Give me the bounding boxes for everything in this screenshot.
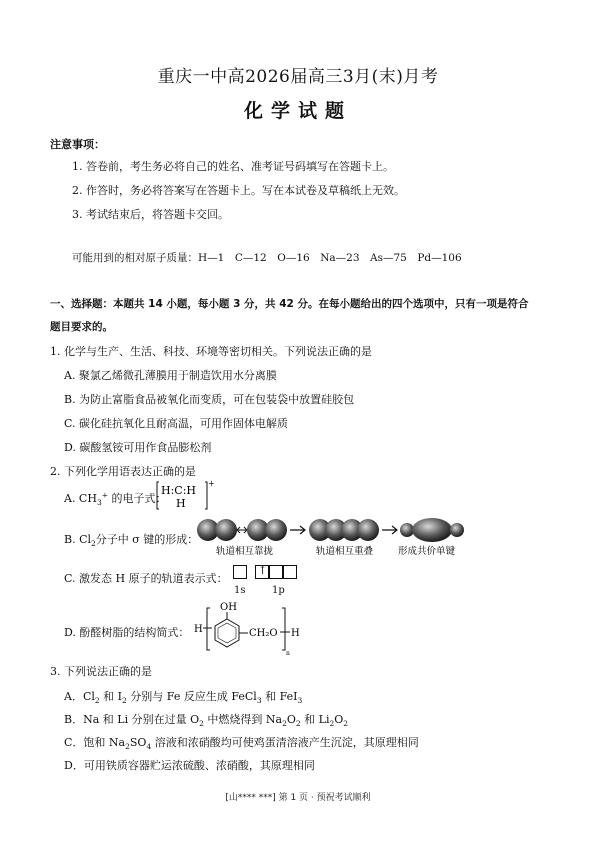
h-end-left: H: [194, 624, 203, 635]
orbital-label-1s: 1s: [234, 585, 246, 596]
q2-option-a: A. $CH_3^+$ 的电子式：: [64, 490, 167, 508]
orbitals-overlap-stage: [309, 519, 379, 541]
q3-stem: 3. 下列说法正确的是: [50, 665, 152, 678]
atomic-masses: 可能用到的相对原子质量：H—1 C—12 O—16 Na—23 As—75 Pd—106: [72, 252, 462, 264]
section1-line1: 一、选择题：本题共 14 小题，每小题 3 分，共 42 分。在每小题给出的四个选项中，只有一项是符合: [50, 298, 529, 310]
notice-item-2: 2. 作答时，务必将答案写在答题卡上。写在本试卷及草稿纸上无效。: [72, 184, 405, 197]
caption-single-bond: 形成共价单键: [398, 546, 456, 557]
q3-option-d: D．可用铁质容器贮运浓硫酸、浓硝酸，其原理相同: [64, 759, 315, 772]
orbital-box-1s: [233, 565, 247, 579]
orbital-label-1p: 1p: [272, 585, 285, 596]
subject-title: 化学试题: [243, 100, 352, 122]
section1-line2: 题目要求的。: [50, 321, 113, 333]
q3-option-b: B．Na 和 Li 分别在过量 $O_2$ 中燃烧得到 $Na_2O_2$ 和 $Li_2O_2$: [64, 713, 349, 729]
arrow-icon: [382, 526, 397, 534]
q1-stem: 1. 化学与生产、生活、科技、环境等密切相关。下列说法正确的是: [50, 345, 372, 358]
q3-option-c: C．饱和 $Na_2SO_4$ 溶液和浓硝酸均可使鸡蛋清溶液产生沉淀，其原理相同: [64, 736, 419, 752]
arrow-icon: [290, 526, 305, 534]
q1-option-b: B. 为防止富脂食品被氧化而变质，可在包装袋中放置硅胶包: [64, 393, 355, 406]
q1-option-c: C. 碳化硅抗氧化且耐高温，可用作固体电解质: [64, 417, 289, 430]
exam-title: 重庆一中高2026届高三3月(末)月考: [157, 67, 439, 87]
caption-approach: 轨道相互靠拢: [216, 546, 274, 557]
sigma-bond-diagram: [196, 514, 466, 560]
q2-stem: 2. 下列化学用语表达正确的是: [50, 465, 196, 478]
orbital-box-1p-1: [255, 565, 269, 579]
lewis-structure-ch3: [155, 479, 215, 513]
q2-option-d: D. 酚醛树脂的结构简式：: [64, 626, 190, 639]
caption-overlap: 轨道相互重叠: [316, 546, 374, 557]
up-arrow-icon: ↑: [258, 564, 268, 577]
notice-heading: 注意事项：: [50, 138, 105, 151]
ch2o-linkage: CH₂O: [249, 628, 278, 639]
single-bond-stage: [400, 518, 464, 542]
q3-option-a: A．$Cl_2$ 和 $I_2$ 分别与 Fe 反应生成 FeCl$_3$ 和 FeI$_3$: [64, 690, 303, 706]
q1-option-d: D. 碳酸氢铵可用作食品膨松剂: [64, 441, 212, 454]
h-end-right: H: [291, 628, 300, 639]
notice-item-1: 1. 答卷前，考生务必将自己的姓名、准考证号码填写在答题卡上。: [72, 160, 394, 173]
orbital-box-1p-3: [283, 565, 297, 579]
page-footer: [山**** ***] 第 1 页 · 预祝考试顺利: [225, 793, 371, 803]
lewis-bottom-h: H: [176, 497, 186, 510]
repeat-n: n: [286, 650, 290, 656]
q2-option-b: B. $Cl_2$分子中 σ 键的形成：: [64, 533, 199, 549]
q2-option-c: C. 激发态 H 原子的轨道表示式：: [64, 572, 228, 585]
phenolic-resin-structure: [192, 598, 302, 656]
q1-option-a: A. 聚氯乙烯微孔薄膜用于制造饮用水分离膜: [64, 369, 277, 382]
lewis-top-row: H:C:H: [161, 484, 197, 497]
orbital-box-1p-2: [269, 565, 283, 579]
orbitals-approach-stage: [197, 519, 287, 541]
oh-group: OH: [220, 602, 237, 613]
lewis-charge: +: [208, 479, 215, 488]
notice-item-3: 3. 考试结束后，将答题卡交回。: [72, 208, 229, 221]
